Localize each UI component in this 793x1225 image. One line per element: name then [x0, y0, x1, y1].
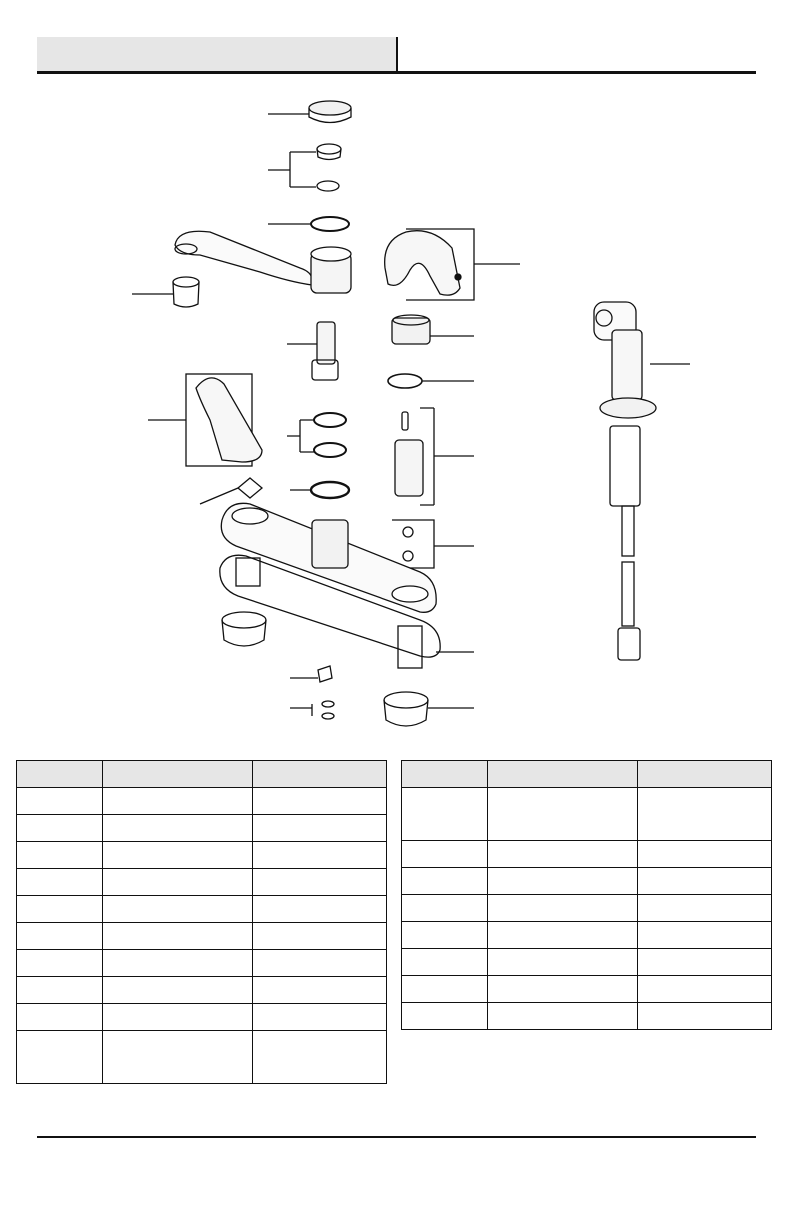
table-cell	[17, 869, 103, 896]
table-cell	[402, 1003, 488, 1030]
table-cell	[17, 923, 103, 950]
index-button-part	[200, 478, 262, 504]
table-row	[17, 1031, 387, 1084]
table-cell	[488, 895, 638, 922]
table-row	[17, 950, 387, 977]
table-header-row	[402, 761, 772, 788]
mounting-nut-right-part	[384, 692, 474, 726]
table-row	[17, 977, 387, 1004]
table-cell	[402, 868, 488, 895]
table-row	[17, 923, 387, 950]
table-cell	[253, 788, 387, 815]
side-spray-part	[594, 302, 690, 660]
table-cell	[253, 869, 387, 896]
table-row	[402, 868, 772, 895]
table-cell	[103, 923, 253, 950]
table-row	[17, 896, 387, 923]
table-cell	[488, 788, 638, 841]
right-handle-part	[385, 229, 520, 300]
table-cell	[402, 788, 488, 841]
table-row	[17, 788, 387, 815]
right-o-ring-part	[388, 374, 474, 388]
right-cartridge-part	[395, 408, 474, 505]
table-cell	[402, 922, 488, 949]
table-row	[402, 841, 772, 868]
table-cell	[17, 896, 103, 923]
cap-part	[268, 101, 351, 123]
table-cell	[488, 976, 638, 1003]
table-header-row	[17, 761, 387, 788]
table-cell	[17, 788, 103, 815]
table-cell	[103, 950, 253, 977]
table-cell	[488, 841, 638, 868]
table-cell	[103, 977, 253, 1004]
table-cell	[17, 977, 103, 1004]
spout-part	[175, 231, 351, 293]
table-cell	[638, 895, 772, 922]
aerator-part	[132, 277, 199, 307]
mounting-nut-left-part	[222, 612, 266, 646]
table-cell	[402, 949, 488, 976]
column-header	[253, 761, 387, 788]
small-rings-part	[290, 701, 334, 719]
table-cell	[253, 977, 387, 1004]
column-header	[103, 761, 253, 788]
column-header	[402, 761, 488, 788]
table-cell	[488, 922, 638, 949]
table-cell	[638, 922, 772, 949]
table-cell	[253, 896, 387, 923]
spout-o-ring-part	[268, 217, 349, 231]
table-cell	[103, 896, 253, 923]
column-header	[17, 761, 103, 788]
button-and-ring-part	[268, 144, 341, 191]
table-cell	[638, 788, 772, 841]
column-header	[638, 761, 772, 788]
clip-part	[290, 666, 332, 682]
table-cell	[488, 949, 638, 976]
table-row	[402, 1003, 772, 1030]
table-cell	[103, 1031, 253, 1084]
table-cell	[17, 815, 103, 842]
table-cell	[253, 1031, 387, 1084]
table-cell	[103, 869, 253, 896]
column-header	[488, 761, 638, 788]
table-cell	[17, 842, 103, 869]
table-cell	[103, 815, 253, 842]
left-handle-part	[148, 374, 262, 466]
table-row	[402, 788, 772, 841]
bonnet-nut-part	[392, 315, 474, 344]
table-cell	[17, 950, 103, 977]
table-cell	[103, 788, 253, 815]
table-row	[402, 949, 772, 976]
table-cell	[17, 1031, 103, 1084]
parts-table-right	[401, 760, 772, 1030]
table-cell	[253, 815, 387, 842]
table-row	[402, 895, 772, 922]
table-cell	[488, 1003, 638, 1030]
table-cell	[103, 1004, 253, 1031]
table-cell	[103, 842, 253, 869]
table-row	[17, 1004, 387, 1031]
table-cell	[402, 895, 488, 922]
parts-table-left	[16, 760, 387, 1084]
table-cell	[253, 1004, 387, 1031]
table-cell	[253, 950, 387, 977]
seats-and-springs-part	[392, 520, 474, 568]
table-row	[402, 922, 772, 949]
left-seal-rings-part	[287, 413, 346, 457]
table-cell	[638, 1003, 772, 1030]
table-cell	[638, 868, 772, 895]
table-cell	[488, 868, 638, 895]
table-cell	[253, 842, 387, 869]
table-cell	[402, 841, 488, 868]
left-washer-part	[290, 482, 349, 498]
table-row	[17, 815, 387, 842]
table-row	[402, 976, 772, 1003]
table-cell	[638, 976, 772, 1003]
table-cell	[253, 923, 387, 950]
table-cell	[638, 841, 772, 868]
footer-rule	[37, 1136, 756, 1138]
table-cell	[402, 976, 488, 1003]
left-cartridge-part	[287, 322, 338, 380]
table-row	[17, 869, 387, 896]
table-row	[17, 842, 387, 869]
table-cell	[17, 1004, 103, 1031]
table-cell	[638, 949, 772, 976]
